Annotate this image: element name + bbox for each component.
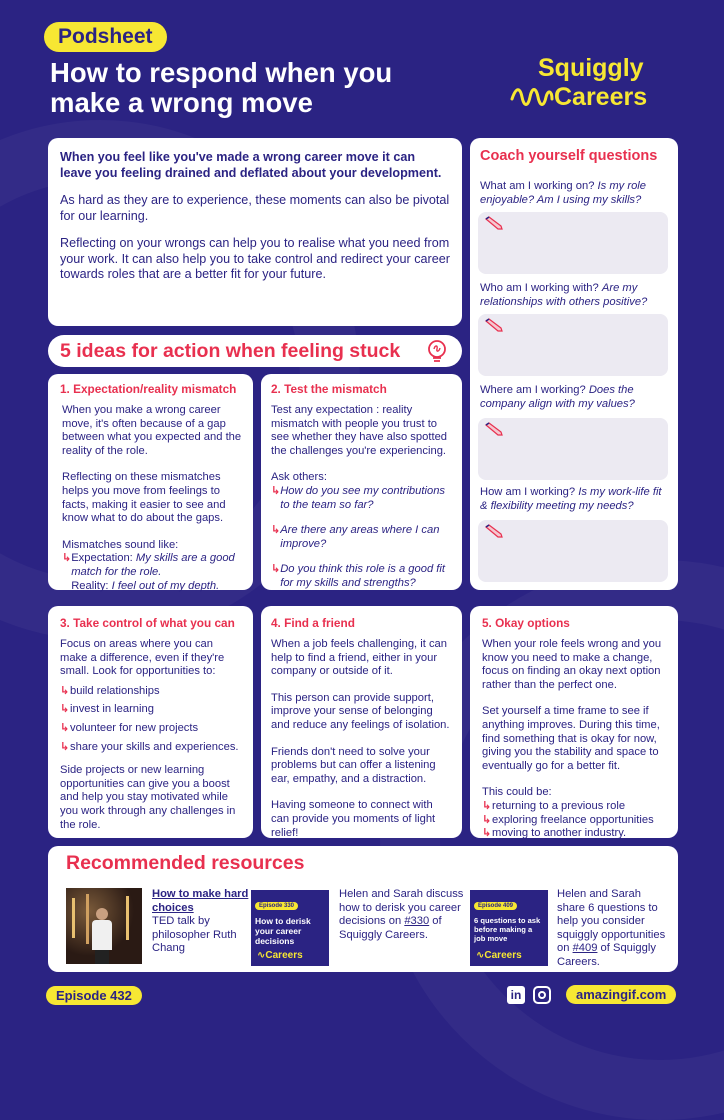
intro-lead: When you feel like you've made a wrong career move it can leave you feeling drained and deflated about your development. (60, 150, 442, 180)
idea-card-3 (48, 606, 253, 838)
idea-card-2 (261, 374, 462, 590)
list-item: ↳ exploring freelance opportunities (482, 813, 654, 826)
answer-box[interactable] (478, 314, 668, 376)
arrow-icon: ↳ (62, 552, 72, 565)
linkedin-icon[interactable]: in (507, 986, 525, 1004)
ideas-heading: 5 ideas for action when feeling stuck (60, 339, 401, 362)
idea-4-paragraph: When a job feels challenging, it can help to find a friend, either in your company or outside of it. (271, 638, 448, 678)
resource-1-link[interactable]: How to make hard choices (152, 888, 249, 914)
idea-4-paragraph: Friends don't need to solve your problems but can offer a listening ear, empathy, and a distraction. (271, 745, 436, 785)
episode-409-link[interactable]: #409 (572, 942, 598, 955)
resources-title: Recommended resources (66, 852, 305, 874)
answer-box[interactable] (478, 520, 668, 582)
coach-question: Who am I working with? Are my relationships with others positive? (480, 282, 648, 308)
idea-4-paragraph: This person can provide support, improve your sense of belonging and reduce any feelings of isolation. (271, 691, 450, 731)
podsheet-badge: Podsheet (44, 22, 167, 52)
arrow-icon: ↳ (482, 799, 492, 812)
arrow-icon: ↳ (271, 563, 281, 576)
arrow-icon: ↳ (271, 524, 281, 537)
list-item: ↳ Are there any areas where I can improve? (271, 524, 440, 550)
arrow-icon: ↳ (482, 813, 492, 826)
ideas-heading-bar (48, 335, 462, 367)
resource-1-desc: TED talk by philosopher Ruth Chang (152, 915, 237, 955)
resource-3-desc: Helen and Sarah share 6 questions to help you consider squiggly opportunities on #409 of Squiggly Careers. (557, 888, 666, 968)
arrow-icon: ↳ (60, 721, 70, 734)
idea-1-paragraph: When you make a wrong career move, it's often because of a gap between what you expected and the reality of the role. (62, 404, 242, 457)
squiggle-icon: ∿ (257, 950, 266, 961)
page-title: How to respond when you make a wrong move (50, 57, 393, 118)
intro-paragraph: As hard as they are to experience, these moments can also be pivotal for our learning. (60, 193, 450, 223)
website-link[interactable]: amazingif.com (566, 985, 676, 1004)
arrow-icon: ↳ (482, 827, 492, 840)
squiggly-careers-logo: Squiggly Careers (510, 54, 685, 112)
resources-card (48, 846, 678, 972)
squiggle-icon (510, 85, 554, 111)
idea-5-paragraph: This could be: (482, 786, 552, 799)
episode-badge: Episode 432 (46, 986, 142, 1005)
idea-2-title: 2. Test the mismatch (271, 382, 387, 396)
list-item: ↳ invest in learning (60, 703, 154, 716)
idea-3-paragraph: Focus on areas where you can make a difference, even if they're small. Look for opportunities to: (60, 638, 225, 678)
intro-card (48, 138, 462, 326)
podcast-409-thumbnail[interactable]: Episode 409 6 questions to ask before making a job move ∿Careers (470, 890, 548, 966)
pencil-icon (484, 318, 504, 334)
answer-box[interactable] (478, 418, 668, 480)
coach-question: Where am I working? Does the company align with my values? (480, 384, 635, 410)
resource-2-desc: Helen and Sarah discuss how to derisk you career decisions on #330 of Squiggly Careers. (339, 888, 464, 941)
list-item: ↳ build relationships (60, 684, 160, 697)
idea-2-paragraph: Test any expectation : reality mismatch with people you trust to see whether they have also spotted the challenges you're experiencing. (271, 404, 448, 457)
lightbulb-icon (424, 338, 450, 364)
episode-330-link[interactable]: #330 (404, 915, 430, 928)
list-item: ↳ How do you see my contributions to the team so far? (271, 484, 446, 511)
coach-question: How am I working? Is my work-life fit & flexibility meeting my needs? (480, 486, 662, 512)
list-item: ↳ moving to another industry. (482, 827, 627, 840)
idea-4-paragraph: Having someone to connect with can provide you moments of light relief! (271, 799, 436, 839)
idea-2-ask: Ask others: (271, 471, 327, 484)
list-item: ↳ share your skills and experiences. (60, 740, 239, 753)
idea-5-paragraph: When your role feels wrong and you know you need to make a change, focus on finding an okay next option rather than the perfect one. (482, 638, 662, 691)
pencil-icon (484, 422, 504, 438)
list-item: ↳ volunteer for new projects (60, 721, 199, 734)
arrow-icon: ↳ (60, 740, 70, 753)
idea-5-paragraph: Set yourself a time frame to see if anything improves. During this time, find something that is okay for now, giving you the stability and space to eventually go for a better fit. (482, 705, 660, 772)
idea-card-4 (261, 606, 462, 838)
coach-card (470, 138, 678, 590)
podcast-330-thumbnail[interactable]: Episode 330 How to derisk your career decisions ∿Careers (251, 890, 329, 966)
coach-question: What am I working on? Is my role enjoyable? Am I using my skills? (480, 180, 647, 206)
idea-5-title: 5. Okay options (482, 616, 570, 630)
idea-1-title: 1. Expectation/reality mismatch (60, 382, 237, 396)
arrow-icon: ↳ (60, 684, 70, 697)
arrow-icon: ↳ (60, 703, 70, 716)
intro-paragraph: Reflecting on your wrongs can help you to realise what you need from your work. It can also help you to take control and redirect your career towards roles that are a better fit for your future. (60, 236, 450, 281)
idea-card-1 (48, 374, 253, 590)
idea-3-title: 3. Take control of what you can (60, 616, 235, 630)
coach-title: Coach yourself questions (480, 148, 658, 164)
ted-talk-thumbnail[interactable] (66, 888, 142, 964)
idea-1-paragraph: Mismatches sound like: (62, 538, 179, 551)
idea-1-paragraph: Reflecting on these mismatches helps you move from feelings to facts, making it easier to see and know what to do about the gaps. (62, 471, 226, 525)
list-item: ↳ Expectation: My skills are a good match for the role. Reality: I feel out of my depth. (62, 552, 235, 592)
squiggle-icon: ∿ (476, 950, 485, 961)
pencil-icon (484, 524, 504, 540)
list-item: ↳ returning to a previous role (482, 799, 626, 812)
arrow-icon: ↳ (271, 484, 281, 497)
idea-card-5 (470, 606, 678, 838)
idea-4-title: 4. Find a friend (271, 616, 355, 630)
list-item: ↳ Do you think this role is a good fit for my skills and strengths? (271, 563, 446, 589)
idea-3-paragraph: Side projects or new learning opportunities can give you a boost and help you stay motivated while you work through any challenges in the role. (60, 764, 236, 831)
pencil-icon (484, 216, 504, 232)
answer-box[interactable] (478, 212, 668, 274)
instagram-icon[interactable] (533, 986, 551, 1004)
